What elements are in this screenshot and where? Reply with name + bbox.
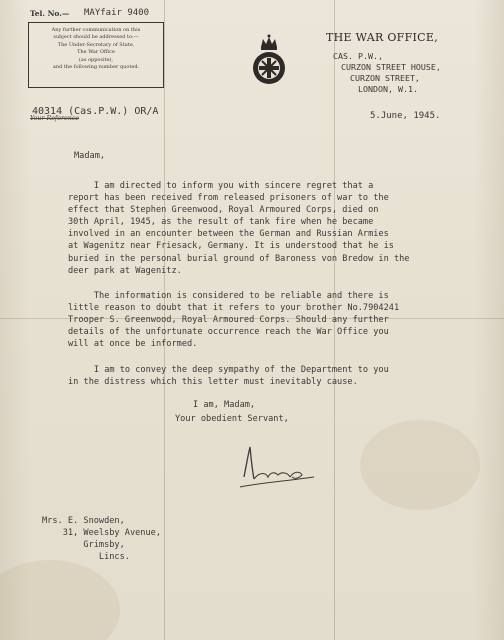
address-line: CURZON STREET HOUSE, [341, 62, 441, 72]
crest-icon [248, 33, 290, 87]
signature [236, 437, 320, 493]
address-line: CURZON STREET, [350, 73, 420, 83]
body-paragraph-2: The information is considered to be reliable and there is little reason to doubt that it refers to your brother No.7904241 Trooper S. Greenwood, Royal Armoured Corps. Should any further details of the unfortunate occurrence reach the War Office you will at once be informed. [68, 291, 400, 350]
instruction-line: Any further communication on this [51, 27, 141, 33]
organisation-name: THE WAR OFFICE, [326, 31, 439, 44]
instruction-line: subject should be addressed to:— [53, 34, 139, 41]
body-paragraph-3: I am to convey the deep sympathy of the Department to you in the distress which this letter must inevitably cause. [68, 365, 389, 388]
instruction-line: and the following number quoted. [52, 64, 140, 71]
address-line: CAS. P.W., [333, 51, 383, 61]
instruction-line: The War Office [77, 49, 115, 56]
paper-stain [0, 560, 120, 640]
instruction-line: The Under-Secretary of State, [57, 41, 135, 48]
tel-label: Tel. No.— [30, 9, 70, 18]
closing-line: Your obedient Servant, [175, 414, 289, 424]
recipient-address: Mrs. E. Snowden, 31, Weelsby Avenue, Grimsby, Lincs. [42, 516, 161, 563]
tel-number: MAYfair 9400 [84, 8, 150, 18]
correspondence-instructions [28, 22, 164, 88]
salutation: Madam, [74, 151, 106, 161]
instruction-line: (as opposite), [78, 56, 114, 63]
address-line: LONDON, W.1. [358, 84, 418, 94]
letter-date: 5.June, 1945. [370, 111, 441, 121]
reference-number: 40314 (Cas.P.W.) OR/A [32, 106, 159, 117]
paper-stain [360, 420, 480, 510]
closing-line: I am, Madam, [193, 400, 256, 410]
reference-label: Your Reference [30, 115, 80, 122]
body-paragraph-1: I am directed to inform you with sincere regret that a report has been received from released prisoners of war to the effect that Stephen Greenwood, Royal Armoured Corps, died on 30th April, 1945, as the result of tank fire when he became involved in an encounter between the German and Russian Armies at Wagenitz near Friesack, Germany. It is understood that he is buried in the personal burial ground of Baroness von Bredow in the deer park at Wagenitz. [68, 181, 410, 276]
